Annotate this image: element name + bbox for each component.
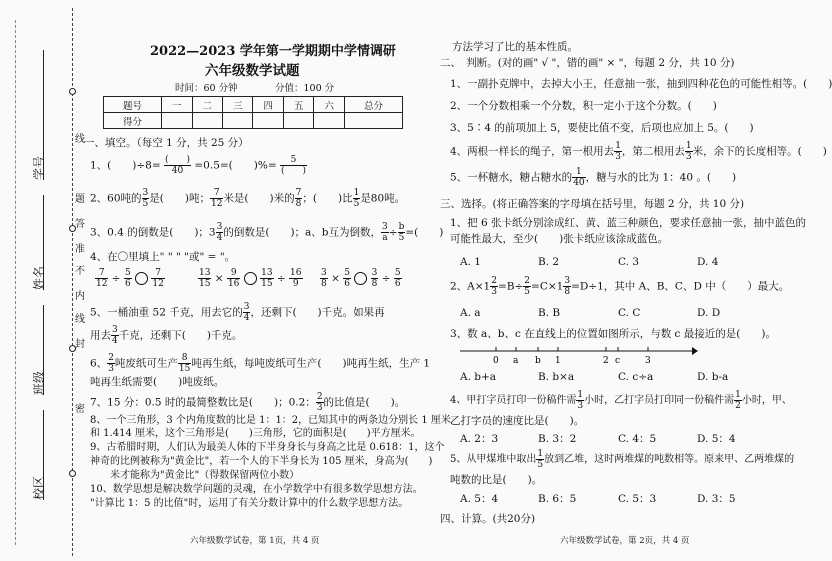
question-9-cont2: 米才能称为"黄金比"（得数保留两位小数） (90, 470, 300, 481)
score-table (103, 96, 403, 129)
seal-char: 准 (75, 244, 85, 255)
score-header: 题号 (104, 97, 162, 113)
exam-subtitle: 六年级数学试题 (205, 63, 300, 79)
seal-char: 题 (75, 194, 85, 205)
score-header: 二 (192, 97, 222, 113)
choice-1-b[interactable]: B. 2 (538, 256, 560, 268)
score-cell[interactable] (314, 113, 344, 129)
choice-4-cont: 乙打字员的速度比是( )。 (450, 415, 585, 427)
nl-label: b (535, 356, 541, 366)
score-cell[interactable] (283, 113, 313, 129)
choice-5-c[interactable]: C. 5：3 (618, 493, 657, 505)
compare-circle[interactable] (135, 272, 148, 285)
question-2: 2、60吨的 $\frac{3}{5}$ 是( )吨； $\frac{7}{12}$ 米是( )米的 $\frac{7}{8}$ ；( )比 $\frac{1}{5}$ 是80吨。 (90, 188, 406, 209)
choice-3-c[interactable]: C. c÷a (618, 371, 654, 383)
section-fill: 一、填空。（每空 1 分，共 25 分） (84, 137, 249, 149)
question-3: 3、0.4 的倒数是( )；3 $\frac{3}{4}$ 的倒数是( )；a、b互为倒数， $\frac{3}{a}$ ÷ $\frac{b}{5}$ =( ) (90, 222, 444, 243)
score-header: 六 (314, 97, 344, 113)
name-label: 姓名 (32, 265, 46, 290)
continuation: 方法学习了比的基本性质。 (452, 41, 578, 53)
choice-4-a[interactable]: A. 2：3 (460, 433, 499, 445)
question-6-cont: 吨再生纸需要( )吨废纸。 (90, 376, 225, 388)
nl-label: 1 (555, 356, 561, 366)
choice-1-cont: 可能性最大，至少( )张卡纸应该涂成蓝色。 (450, 233, 669, 245)
seal-char: 内 (75, 291, 85, 302)
judge-2: 2、一个分数相乘一个分数，积一定小于这个分数。( ) (450, 100, 717, 112)
judge-4: 4、两根一样长的绳子，第一根用去 $\frac{1}{3}$ ，第二根用去 $\frac{1}{3}$ 米，余下的长度相等。( ) (450, 141, 827, 162)
score-cell[interactable] (344, 113, 402, 129)
score-row-label: 得分 (104, 113, 162, 129)
choice-5-cont: 吨数的比是( )。 (450, 474, 543, 486)
score-header: 五 (283, 97, 313, 113)
question-1: 1、( )÷8= $\frac{( )}{40}$ =0.5=( )%= $\frac{5}{( )}$ (90, 155, 307, 176)
campus-label: 校区 (32, 475, 46, 500)
binding-hole (69, 470, 76, 477)
choice-3-d[interactable]: D. b-a (697, 371, 729, 383)
compare-1: $\frac{7}{12}$ ÷ $\frac{5}{6}$ $\frac{7}{12}$ (96, 268, 164, 289)
question-10: 10、数学思想是解决数学问题的灵魂，在小学数学中有很多数学思想方法。 (90, 484, 423, 495)
binding-hole (69, 88, 76, 95)
choice-3-b[interactable]: B. b×a (538, 371, 575, 383)
exam-title: 2022—2023 学年第一学期期中学情调研 (150, 44, 396, 59)
compare-circle[interactable] (244, 272, 257, 285)
seal-char: 密 (75, 404, 85, 415)
section-choice: 三、选择。(将正确答案的字母填在括号里，每题 2 分，共 10 分) (440, 198, 745, 210)
choice-2: 2、A×1 $\frac{2}{3}$ =B÷ $\frac{2}{5}$ =C×1 $\frac{3}{8}$ =D÷1，其中 A、B、C、D 中（ ）最大。 (450, 276, 790, 297)
choice-1: 1、把 6 张卡纸分别涂成红、黄、蓝三种颜色，要求任意抽一张，抽中蓝色的 (450, 217, 807, 229)
exam-score: 分值：100 分 (275, 83, 335, 94)
score-cell[interactable] (223, 113, 253, 129)
question-9: 9、古希腊时期，人们认为最美人体的下半身身长与身高之比是 0.618：1，这个 (90, 442, 445, 453)
name-line[interactable] (43, 195, 44, 290)
number-line-figure (458, 343, 698, 365)
seal-char: 线 (75, 134, 85, 145)
compare-2: $\frac{13}{15}$ × $\frac{9}{16}$ $\frac{13}{15}$ ÷ $\frac{16}{9}$ (199, 268, 302, 289)
judge-5: 5、一杯糖水，糖占糖水的 $\frac{1}{40}$ ，糖与水的比为 1：40 。( ) (450, 167, 737, 188)
choice-4: 4、甲打字员打印一份稿件需 $\frac{1}{3}$ 小时，乙打字员打印同一份稿件需 $\frac{1}{2}$ 小时，甲、 (450, 390, 792, 411)
nl-label: 3 (645, 356, 651, 366)
margin-guide (15, 20, 16, 545)
choice-2-c[interactable]: C. C (618, 307, 641, 319)
seal-char: 线 (75, 314, 85, 325)
question-7: 7、15 分：0.5 时的最简整数比是( )；0.2： $\frac{2}{3}$ 的比值是( )。 (90, 392, 406, 413)
choice-5: 5、从甲煤堆中取出 $\frac{1}{5}$ 放到乙堆，这时两堆煤的吨数相等。原来甲、乙两堆煤的 (450, 449, 795, 470)
choice-2-d[interactable]: D. D (697, 307, 721, 319)
class-line[interactable] (43, 305, 44, 395)
seal-char: 封 (75, 339, 85, 350)
question-8-cont: 和 1.414 厘米，这个三角形是( )三角形，它的面积是( )平方厘米。 (90, 428, 421, 439)
score-header: 一 (162, 97, 192, 113)
choice-4-d[interactable]: D. 5：4 (697, 433, 736, 445)
campus-line[interactable] (43, 410, 44, 500)
question-6: 6、 $\frac{2}{3}$ 吨废纸可生产 $\frac{8}{15}$ 吨再生纸，每吨废纸可生产( )吨再生纸，生产 1 (90, 353, 431, 374)
score-header: 四 (253, 97, 283, 113)
section-calc: 四、计算。(共20分) (440, 513, 536, 525)
choice-1-d[interactable]: D. 4 (697, 256, 719, 268)
class-label: 班级 (32, 370, 46, 395)
question-8: 8、一个三角形，3 个内角度数的比是 1：1：2，已知其中的两条边分别长 1 厘米 (90, 415, 451, 426)
choice-5-b[interactable]: B. 6：5 (538, 493, 577, 505)
choice-2-b[interactable]: B. B (538, 307, 561, 319)
question-10-cont: "计算比 1：5 的比值"时，运用了有关分数计算中的什么数学思想方法。 (90, 498, 409, 509)
choice-2-a[interactable]: A. a (460, 307, 481, 319)
question-4: 4、在〇里填上" " " "或" = "。 (90, 251, 236, 263)
choice-5-a[interactable]: A. 5：4 (460, 493, 499, 505)
choice-4-b[interactable]: B. 3：2 (538, 433, 577, 445)
seal-char: 不 (75, 266, 85, 277)
question-5-cont: 用去 $\frac{3}{4}$ 千克，还剩下( )千克。 (90, 325, 243, 346)
choice-1-a[interactable]: A. 1 (460, 256, 481, 268)
seal-char: 答 (75, 219, 85, 230)
student-id-line[interactable] (43, 50, 44, 180)
compare-3: $\frac{3}{8}$ × $\frac{5}{6}$ $\frac{3}{8}$ ÷ $\frac{5}{6}$ (321, 268, 401, 289)
choice-1-c[interactable]: C. 3 (618, 256, 640, 268)
section-judge: 二、 判断。(对的画" √ "，错的画" × "，每题 2 分，共 10 分) (440, 57, 735, 69)
choice-4-c[interactable]: C. 4：5 (618, 433, 657, 445)
page-footer-right: 六年级数学试卷，第 2页，共 4 页 (560, 536, 690, 546)
question-5: 5、一桶油重 52 千克，用去它的 $\frac{3}{4}$ ，还剩下( )千克。如果再 (90, 302, 385, 323)
choice-3: 3、数 a、b、c 在直线上的位置如图所示，与数 c 最接近的是( )。 (450, 328, 776, 340)
question-9-cont: 神奇的比例被称为"黄金比"，若一个人的下半身长为 105 厘米，身高为( ) (90, 456, 433, 467)
judge-1: 1、一副扑克牌中，去掉大小王，任意抽一张，抽到四种花色的可能性相等。( ) (450, 78, 832, 90)
score-cell[interactable] (162, 113, 192, 129)
exam-time: 时间：60 分钟 (175, 83, 238, 94)
nl-label: c (615, 356, 621, 366)
nl-label: a (513, 356, 519, 366)
nl-label: 0 (493, 356, 499, 366)
score-header: 三 (223, 97, 253, 113)
judge-3: 3、5∶4 的前项加上 5，要使比值不变，后项也应加上 5。( ) (450, 122, 754, 134)
score-header: 总分 (344, 97, 402, 113)
score-cell[interactable] (253, 113, 283, 129)
compare-circle[interactable] (354, 272, 367, 285)
choice-3-a[interactable]: A. b+a (460, 371, 497, 383)
student-id-label: 学号 (32, 155, 46, 180)
page-footer-left: 六年级数学试卷，第 1页，共 4 页 (190, 536, 320, 546)
choice-5-d[interactable]: D. 3：5 (697, 493, 736, 505)
score-cell[interactable] (192, 113, 222, 129)
nl-label: 2 (603, 356, 609, 366)
